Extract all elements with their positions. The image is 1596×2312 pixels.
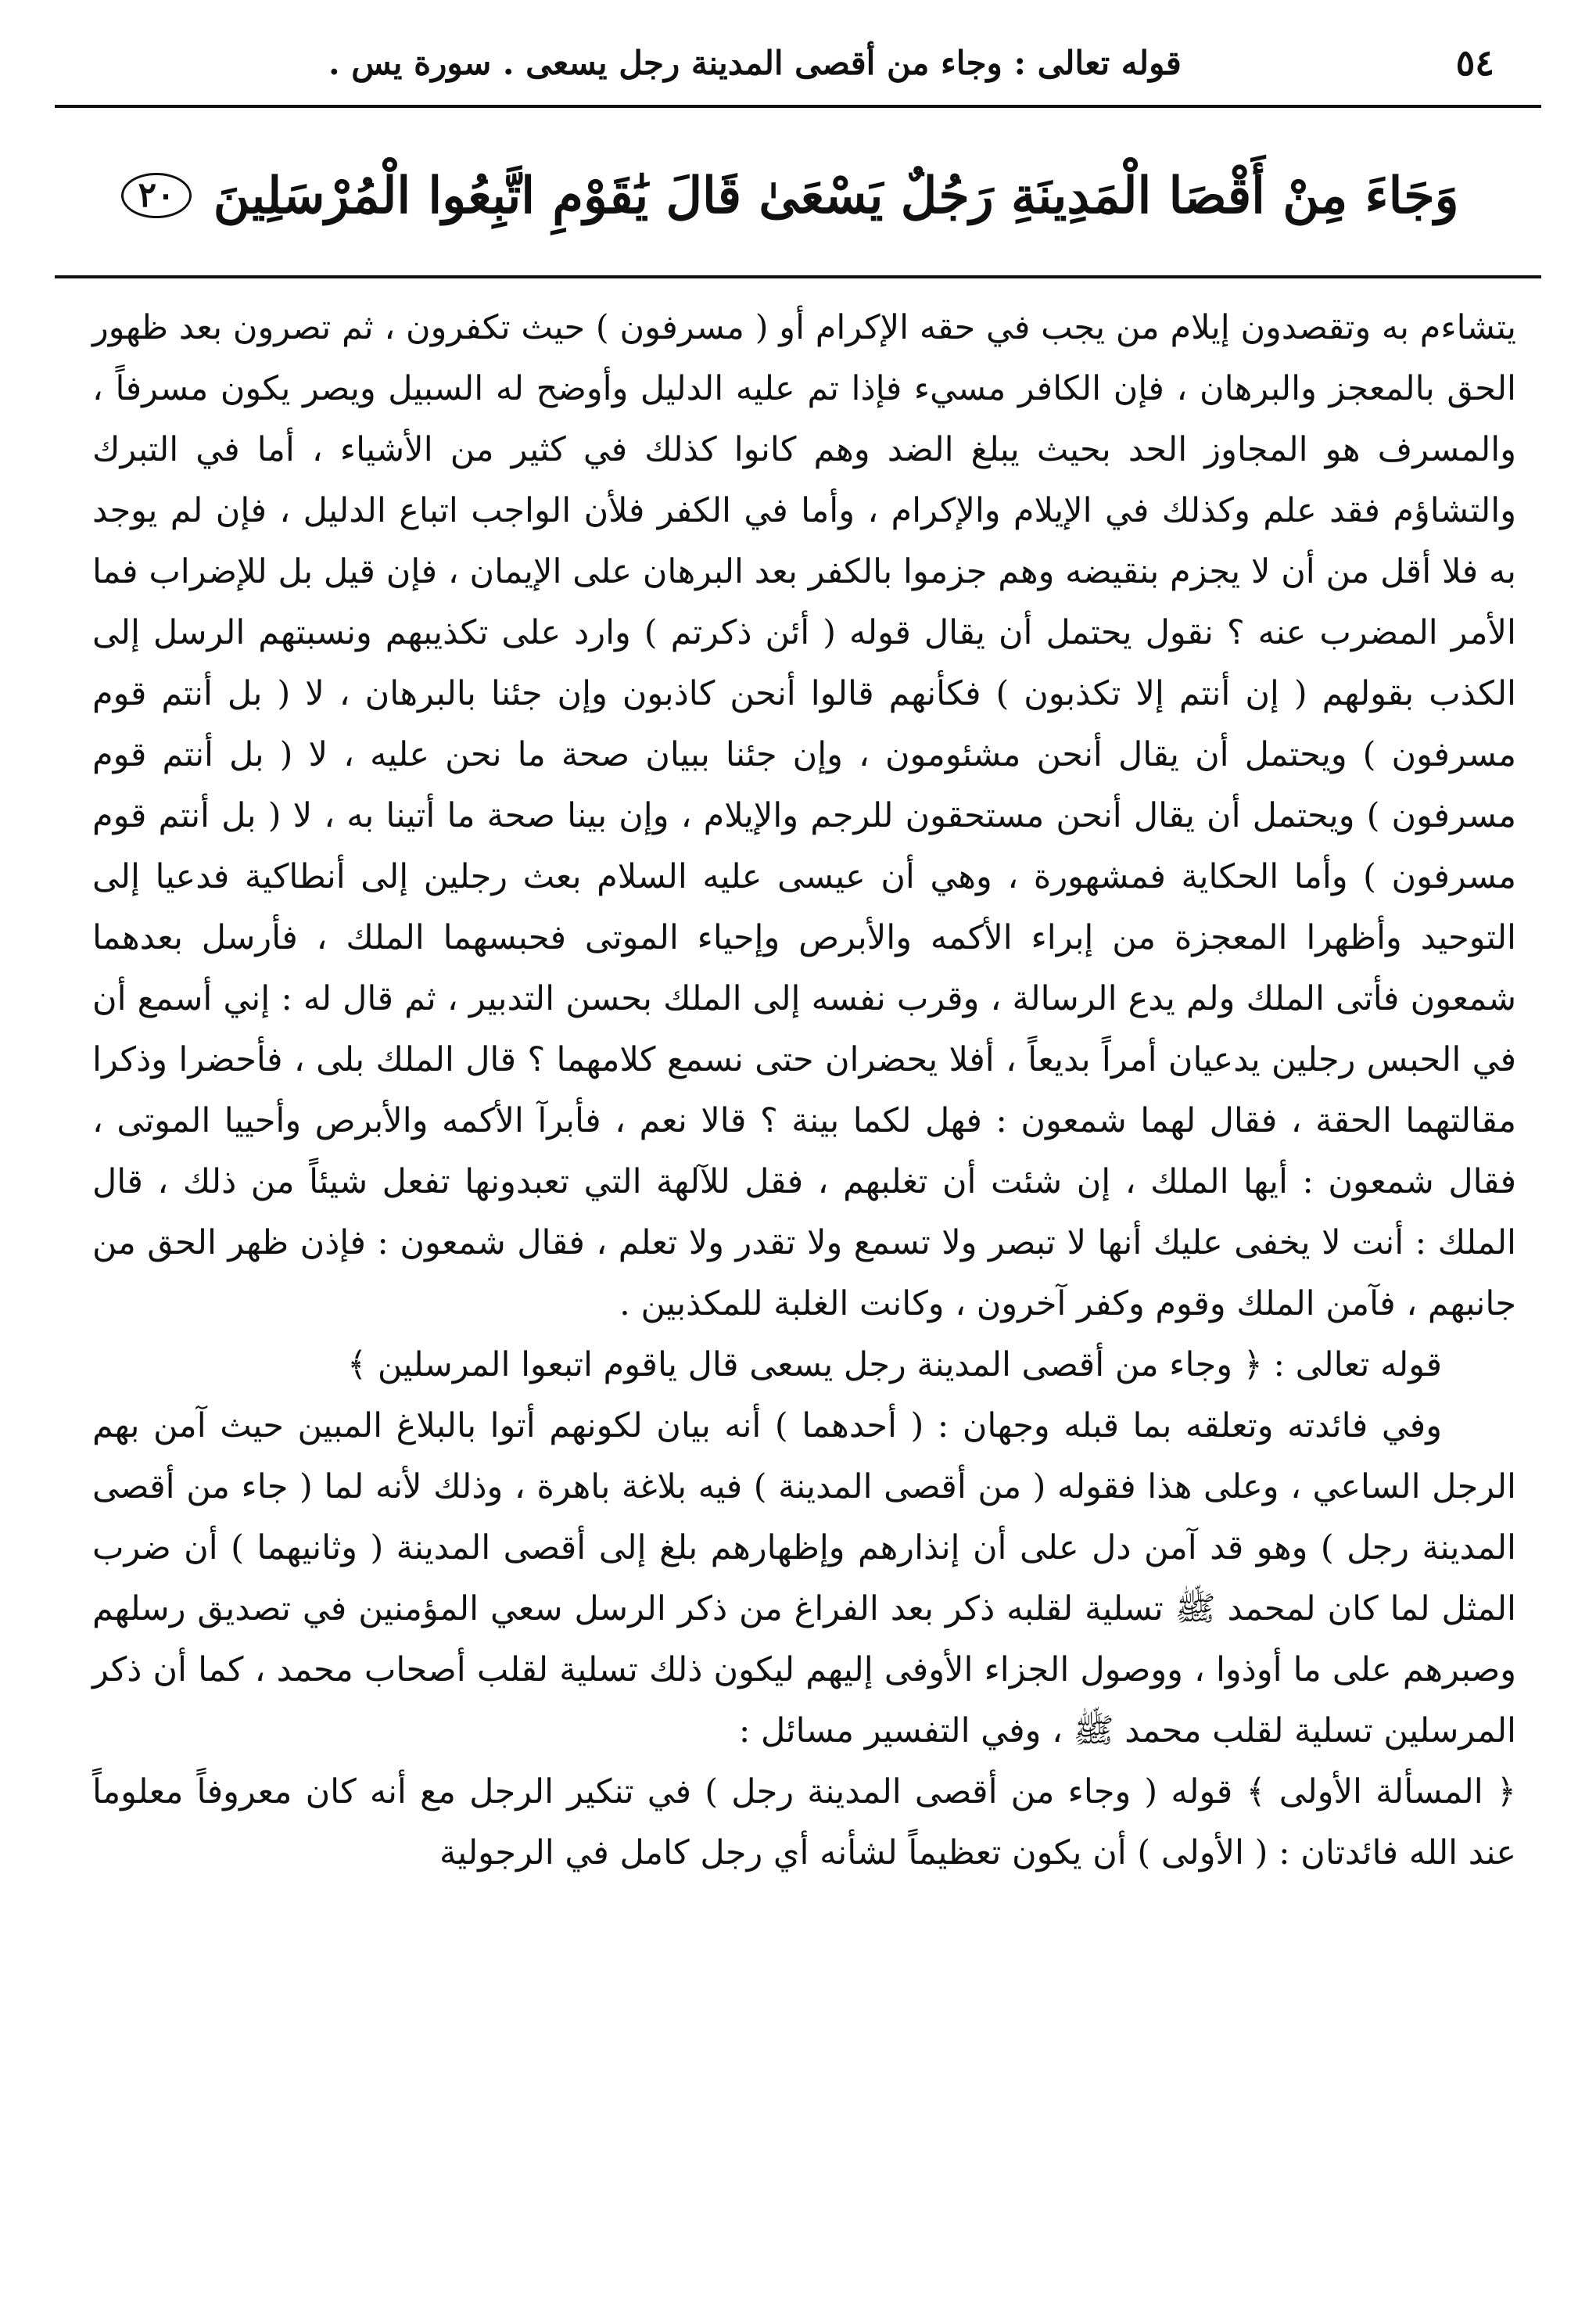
paragraph-first-issue: ﴿ المسألة الأولى ﴾ قوله ( وجاء من أقصى المدينة رجل ) في تنكير الرجل مع أنه كان معروفاً معلوماً عند الله فائدتان : ( الأولى ) أن يكون تعظيماً لشأنه أي رجل كامل في الرجولية (92, 1772, 1516, 1872)
paragraph-verse-heading: قوله تعالى : ﴿ وجاء من أقصى المدينة رجل يسعى قال ياقوم اتبعوا المرسلين ﴾ (346, 1345, 1442, 1384)
running-header (86, 31, 1494, 94)
verse-divider (55, 275, 1541, 278)
running-title: قوله تعالى : وجاء من أقصى المدينة رجل يسعى . سورة يس . (328, 43, 1182, 82)
verse-number-marker: ٢٠ (121, 173, 191, 218)
verse-text: وَجَاءَ مِنْ أَقْصَا الْمَدِينَةِ رَجُلٌ يَسْعَىٰ قَالَ يَٰقَوْمِ اتَّبِعُوا الْمُرْسَلِينَ (213, 166, 1459, 225)
paragraph-benefit: وفي فائدته وتعلقه بما قبله وجهان : ( أحدهما ) أنه بيان لكونهم أتوا بالبلاغ المبين حيث آمن بهم الرجل الساعي ، وعلى هذا فقوله ( من أقصى المدينة ) فيه بلاغة باهرة ، وذلك لأنه لما ( جاء من أقصى المدينة رجل ) وهو قد آمن دل على أن إنذارهم وإظهارهم بلغ إلى أقصى المدينة ( وثانيهما ) أن ضرب المثل لما كان لمحمد ﷺ تسلية لقلبه ذكر بعد الفراغ من ذكر الرسل سعي المؤمنين في تصديق رسلهم وصبرهم على ما أوذوا ، ووصول الجزاء الأوفى إليهم ليكون ذلك تسلية لقلب أصحاب محمد ، كما أن ذكر المرسلين تسلية لقلب محمد ﷺ ، وفي التفسير مسائل : (92, 1406, 1516, 1750)
header-divider (55, 105, 1541, 108)
page-number: ٥٤ (1455, 41, 1494, 84)
quran-verse (86, 133, 1494, 258)
paragraph-story: يتشاءم به وتقصدون إيلام من يجب في حقه الإكرام أو ( مسرفون ) حيث تكفرون ، ثم تصرون بعد ظهور الحق بالمعجز والبرهان ، فإن الكافر مسيء فإذا تم عليه الدليل وأوضح له السبيل ويصر يكون مسرفاً ، والمسرف هو المجاوز الحد بحيث يبلغ الضد وهم كانوا كذلك في كثير من الأشياء ، أما في التبرك والتشاؤم فقد علم وكذلك في الإيلام والإكرام ، وأما في الكفر فلأن الواجب اتباع الدليل ، فإن لم يوجد به فلا أقل من أن لا يجزم بنقيضه وهم جزموا بالكفر بعد البرهان على الإيمان ، فإن قيل بل للإضراب فما الأمر المضرب عنه ؟ نقول يحتمل أن يقال قوله ( أئن ذكرتم ) وارد على تكذيبهم ونسبتهم الرسل إلى الكذب بقولهم ( إن أنتم إلا تكذبون ) فكأنهم قالوا أنحن كاذبون وإن جئنا بالبرهان ، لا ( بل أنتم قوم مسرفون ) ويحتمل أن يقال أنحن مشئومون ، وإن جئنا ببيان صحة ما نحن عليه ، لا ( بل أنتم قوم مسرفون ) ويحتمل أن يقال أنحن مستحقون للرجم والإيلام ، وإن بينا صحة ما أتينا به ، لا ( بل أنتم قوم مسرفون ) وأما الحكاية فمشهورة ، وهي أن عيسى عليه السلام بعث رجلين إلى أنطاكية فدعيا إلى التوحيد وأظهرا المعجزة من إبراء الأكمه والأبرص وإحياء الموتى فحبسهما الملك ، فأرسل بعدهما شمعون فأتى الملك ولم يدع الرسالة ، وقرب نفسه إلى الملك بحسن التدبير ، ثم قال له : إني أسمع أن في الحبس رجلين يدعيان أمراً بديعاً ، أفلا يحضران حتى نسمع كلامهما ؟ قال الملك بلى ، فأحضرا وذكرا مقالتهما الحقة ، فقال لهما شمعون : فهل لكما بينة ؟ قالا نعم ، فأبرآ الأكمه والأبرص وأحييا الموتى ، فقال شمعون : أيها الملك ، إن شئت أن تغلبهم ، فقل للآلهة التي تعبدونها تفعل شيئاً من ذلك ، قال الملك : أنت لا يخفى عليك أنها لا تبصر ولا تسمع ولا تقدر ولا تعلم ، فقال شمعون : فإذن ظهر الحق من جانبهم ، فآمن الملك وقوم وكفر آخرون ، وكانت الغلبة للمكذبين . (92, 308, 1516, 1323)
commentary-body (92, 297, 1516, 1883)
